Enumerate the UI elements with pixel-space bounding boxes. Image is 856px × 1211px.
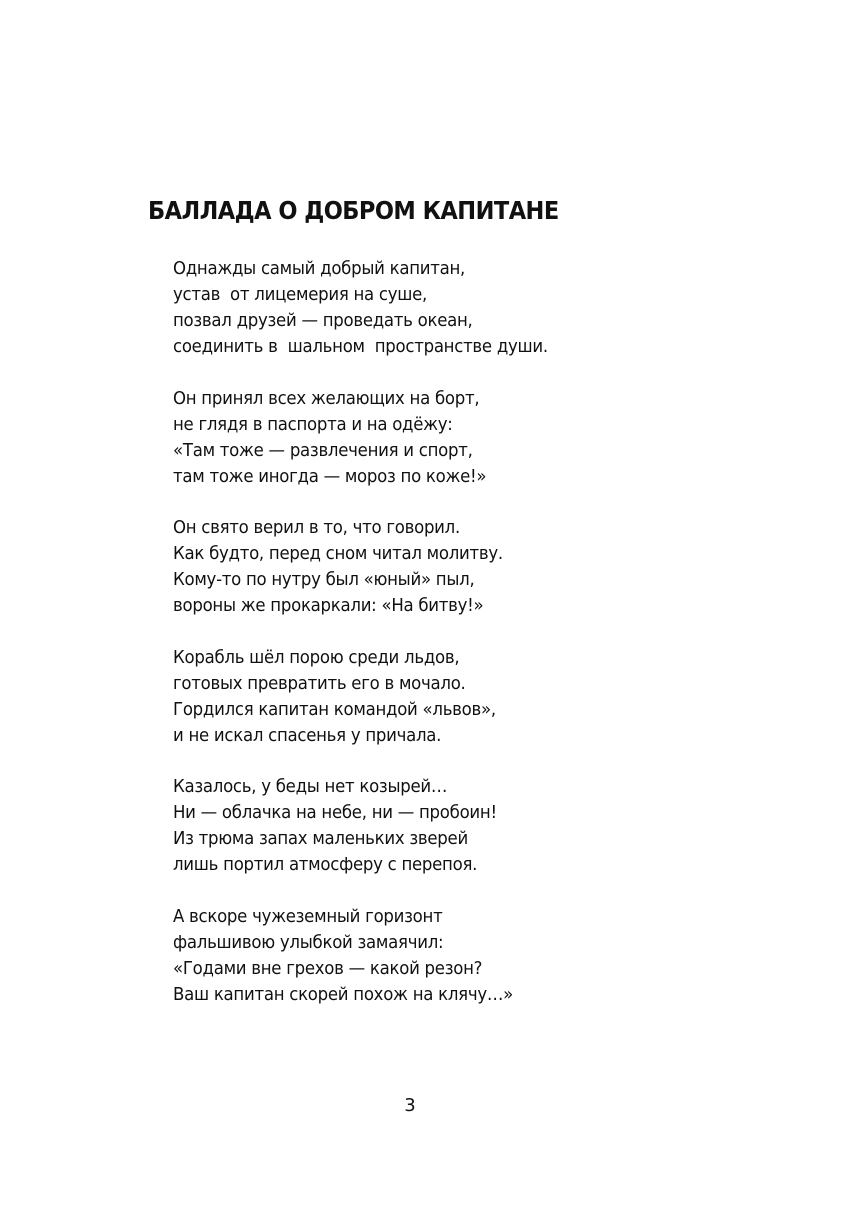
poem-line: и не искал спасенья у причала. [173, 724, 442, 746]
poem-line: Гордился капитан командой «львов», [173, 698, 496, 720]
poem-line: Кому-то по нутру был «юный» пыл, [173, 569, 475, 590]
stanza-6 [173, 904, 693, 1008]
page-number: 3 [404, 1095, 416, 1116]
poem-line: соединить в шальном пространстве души. [173, 336, 548, 357]
poem-line: устав от лицемерия на суше, [173, 284, 428, 305]
poem-line: лишь портил атмосферу с перепоя. [173, 854, 478, 875]
poem-line: Однажды самый добрый капитан, [173, 258, 466, 279]
poem-line: А вскоре чужеземный горизонт [173, 905, 443, 927]
poem-line: «Там тоже — развлечения и спорт, [173, 439, 473, 461]
poem-line: «Годами вне грехов — какой резон? [173, 957, 483, 979]
stanza-4 [173, 645, 693, 749]
poem-line: Ни — облачка на небе, ни — пробоин! [173, 802, 497, 823]
poem-line: фальшивою улыбкой замаячил: [173, 931, 444, 953]
poem-line: Из трюма запах маленьких зверей [173, 828, 468, 849]
stanza-3 [173, 515, 693, 619]
poem-title: БАЛЛАДА О ДОБРОМ КАПИТАНЕ [148, 196, 559, 225]
poem-line: Казалось, у беды нет козырей… [173, 776, 448, 797]
poem-line: не глядя в паспорта и на одёжу: [173, 413, 453, 435]
poem-line: позвал друзей — проведать океан, [173, 310, 473, 331]
poem-line: Он принял всех желающих на борт, [173, 387, 480, 409]
stanza-5 [173, 774, 693, 878]
stanza-1 [173, 256, 693, 360]
poem-line: Как будто, перед сном читал молитву. [173, 543, 503, 564]
poem-line: там тоже иногда — мороз по коже!» [173, 465, 487, 487]
poem-line: готовых превратить его в мочало. [173, 672, 466, 694]
poem-line: вороны же прокаркали: «На битву!» [173, 595, 484, 616]
poem-line: Корабль шёл порою среди льдов, [173, 646, 460, 668]
poem-line: Он свято верил в то, что говорил. [173, 517, 460, 538]
poem-body [173, 256, 693, 1033]
poem-line: Ваш капитан скорей похож на клячу…» [173, 983, 513, 1005]
stanza-2 [173, 386, 693, 490]
